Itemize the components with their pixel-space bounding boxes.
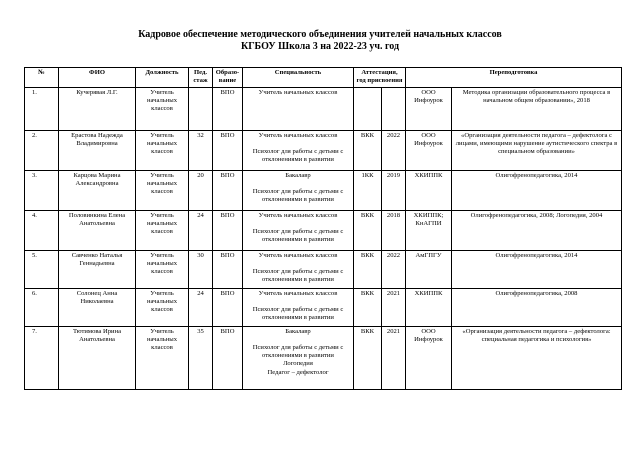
- attestation-category: 1КК: [354, 170, 382, 210]
- specialty-secondary: Психолог для работы с детьми с отклонениями в развитии: [252, 267, 344, 284]
- attestation-year: 2021: [382, 326, 406, 389]
- specialty-primary: Бакалавр: [285, 327, 311, 335]
- retraining-org: АмГПГУ: [406, 250, 452, 288]
- retraining-program: «Организация деятельности педагога – дефектолога с лицами, имеющими нарушение аутистического спектра в специальном образовании»: [452, 130, 622, 170]
- header-education: [213, 68, 243, 88]
- specialty-cell: [243, 288, 354, 326]
- specialty-cell: [243, 326, 354, 389]
- specialty-primary: Учитель начальных классов: [258, 211, 338, 219]
- staff-name: Ерастова Надежда Владимировна: [59, 130, 136, 170]
- attestation-year: 2022: [382, 250, 406, 288]
- specialty-cell: [243, 170, 354, 210]
- staff-position: Учитель начальных классов: [136, 210, 189, 250]
- staff-name: Карцова Марина Александровна: [59, 170, 136, 210]
- row-num: 1.: [25, 87, 59, 130]
- staff-position: Учитель начальных классов: [136, 250, 189, 288]
- table-row: [25, 326, 622, 389]
- attestation-category: ВКК: [354, 210, 382, 250]
- specialty-third: Логопедия: [283, 360, 313, 368]
- staff-name: Половинкина Елена Анатольевна: [59, 210, 136, 250]
- experience-years: [189, 87, 213, 130]
- retraining-program: Методика организации образовательного процесса в начальном общем образовании», 2018: [452, 87, 622, 130]
- education-level: ВПО: [213, 210, 243, 250]
- retraining-org: ООО Инфоурок: [406, 87, 452, 130]
- specialty-primary: Бакалавр: [285, 171, 311, 179]
- specialty-secondary: Психолог для работы с детьми с отклонениями в развитии: [252, 187, 344, 204]
- retraining-program: «Организация деятельности педагога – дефектолога: специальная педагогика и психология»: [452, 326, 622, 389]
- retraining-org: ХКИППК; КнАГПИ: [406, 210, 452, 250]
- staff-name: Кучерявая Л.Г.: [59, 87, 136, 130]
- attestation-year: 2022: [382, 130, 406, 170]
- table-row: [25, 170, 622, 210]
- row-num: 7.: [25, 326, 59, 389]
- experience-years: 30: [189, 250, 213, 288]
- attestation-category: ВКК: [354, 130, 382, 170]
- education-level: ВПО: [213, 170, 243, 210]
- header-name: ФИО: [59, 68, 136, 88]
- staff-position: Учитель начальных классов: [136, 130, 189, 170]
- header-row: [25, 68, 622, 88]
- header-experience-line2: стаж: [193, 77, 208, 85]
- experience-years: 32: [189, 130, 213, 170]
- header-specialty: Специальность: [243, 68, 354, 88]
- attestation-category: ВКК: [354, 288, 382, 326]
- attestation-category: ВКК: [354, 250, 382, 288]
- page-subtitle: КГБОУ Школа 3 на 2022-23 уч. год: [240, 41, 400, 52]
- experience-years: 20: [189, 170, 213, 210]
- staff-name: Савченко Наталья Геннадьевна: [59, 250, 136, 288]
- retraining-program: Олигофренопедагогика, 2014: [452, 250, 622, 288]
- staff-position: Учитель начальных классов: [136, 87, 189, 130]
- header-experience: [189, 68, 213, 88]
- experience-years: 35: [189, 326, 213, 389]
- specialty-secondary: Психолог для работы с детьми с отклонениями в развитии: [252, 227, 344, 244]
- table-row: [25, 130, 622, 170]
- attestation-year: 2019: [382, 170, 406, 210]
- specialty-cell: [243, 210, 354, 250]
- row-num: 3.: [25, 170, 59, 210]
- header-position: Должность: [136, 68, 189, 88]
- specialty-primary: Учитель начальных классов: [258, 289, 338, 297]
- header-retraining: Переподготовка: [406, 68, 622, 88]
- experience-years: 24: [189, 210, 213, 250]
- header-num: №: [25, 68, 59, 88]
- specialty-secondary: Психолог для работы с детьми с отклонениями в развитии: [252, 305, 344, 322]
- retraining-program: Олигофренопедагогика, 2008: [452, 288, 622, 326]
- row-num: 6.: [25, 288, 59, 326]
- staff-table: [24, 67, 622, 390]
- specialty-cell: [243, 250, 354, 288]
- header-attestation-line1: Аттестация,: [361, 69, 398, 76]
- attestation-category: ВКК: [354, 326, 382, 389]
- table-row: [25, 210, 622, 250]
- staff-name: Солонец Анна Николаевна: [59, 288, 136, 326]
- staff-name: Тютимова Ирина Анатольевна: [59, 326, 136, 389]
- staff-position: Учитель начальных классов: [136, 288, 189, 326]
- specialty-secondary: Психолог для работы с детьми с отклонениями в развитии: [252, 147, 344, 164]
- retraining-org: ХКИППК: [406, 170, 452, 210]
- attestation-year: 2018: [382, 210, 406, 250]
- table-row: [25, 288, 622, 326]
- experience-years: 24: [189, 288, 213, 326]
- specialty-primary: Учитель начальных классов: [258, 131, 338, 139]
- education-level: ВПО: [213, 250, 243, 288]
- header-attestation-line2: год присвоения: [356, 77, 403, 85]
- attestation-category: [354, 87, 382, 130]
- specialty-cell: [243, 87, 354, 130]
- table-row: [25, 87, 622, 130]
- header-experience-line1: Пед.: [194, 69, 207, 76]
- education-level: ВПО: [213, 130, 243, 170]
- specialty-primary: Учитель начальных классов: [258, 88, 338, 96]
- retraining-program: Олигофренопедагогика, 2008; Логопедия, 2004: [452, 210, 622, 250]
- header-education-line1: Образо-: [215, 69, 240, 76]
- retraining-org: ООО Инфоурок: [406, 130, 452, 170]
- retraining-org: ХКИППК: [406, 288, 452, 326]
- specialty-cell: [243, 130, 354, 170]
- specialty-secondary: Психолог для работы с детьми с отклонениями в развитии: [252, 343, 344, 360]
- attestation-year: [382, 87, 406, 130]
- table-row: [25, 250, 622, 288]
- education-level: ВПО: [213, 326, 243, 389]
- header-education-line2: вание: [218, 77, 237, 85]
- staff-position: Учитель начальных классов: [136, 326, 189, 389]
- row-num: 5.: [25, 250, 59, 288]
- retraining-program: Олигофренопедагогика, 2014: [452, 170, 622, 210]
- attestation-year: 2021: [382, 288, 406, 326]
- staff-position: Учитель начальных классов: [136, 170, 189, 210]
- row-num: 2.: [25, 130, 59, 170]
- specialty-fourth: Педагог – дефектолог: [267, 368, 329, 376]
- page-title: Кадровое обеспечение методического объединения учителей начальных классов: [138, 29, 502, 40]
- row-num: 4.: [25, 210, 59, 250]
- education-level: ВПО: [213, 87, 243, 130]
- retraining-org: ООО Инфоурок: [406, 326, 452, 389]
- specialty-primary: Учитель начальных классов: [258, 251, 338, 259]
- header-attestation: [354, 68, 406, 88]
- education-level: ВПО: [213, 288, 243, 326]
